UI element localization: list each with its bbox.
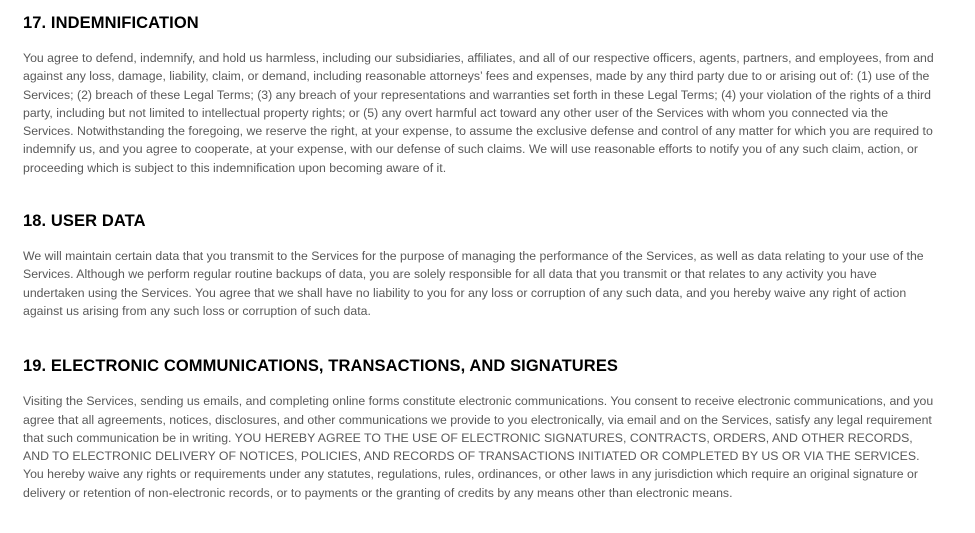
section-electronic-communications [23,356,941,502]
section-heading: 17. INDEMNIFICATION [23,14,199,32]
section-heading: 18. USER DATA [23,212,146,231]
section-body: Visiting the Services, sending us emails, and completing online forms constitute electronic communications. You consent to receive electronic communications, and you agree that all agreements, notices, disclosures, and other communications we provide to you electronically, via email and on the Services, satisfy any legal requirement that such communication be in writing. YOU HEREBY AGREE TO THE USE OF ELECTRONIC SIGNATURES, CONTRACTS, ORDERS, AND OTHER RECORDS, AND TO ELECTRONIC DELIVERY OF NOTICES, POLICIES, AND RECORDS OF TRANSACTIONS INITIATED OR COMPLETED BY US OR VIA THE SERVICES. You hereby waive any rights or requirements under any statutes, regulations, rules, ordinances, or other laws in any jurisdiction which require an original signature or delivery or retention of non-electronic records, or to payments or the granting of credits by any means other than electronic means. [23,394,934,500]
section-body: We will maintain certain data that you transmit to the Services for the purpose of managing the performance of the Services, as well as data relating to your use of the Services. Although we perform regular routine backups of data, you are solely responsible for all data that you transmit or that relates to any activity you have undertaken using the Services. You agree that we shall have no liability to you for any loss or corruption of any such data, and you hereby waive any right of action against us arising from any such loss or corruption of such data. [23,249,924,318]
section-heading: 19. ELECTRONIC COMMUNICATIONS, TRANSACTIONS, AND SIGNATURES [23,357,619,376]
legal-terms-document [23,13,941,502]
section-indemnification [23,13,941,177]
section-body: You agree to defend, indemnify, and hold us harmless, including our subsidiaries, affiliates, and all of our respective officers, agents, partners, and employees, from and against any loss, damage, liability, claim, or demand, including reasonable attorneys’ fees and expenses, made by any third party due to or arising out of: (1) use of the Services; (2) breach of these Legal Terms; (3) any breach of your representations and warranties set forth in these Legal Terms; (4) your violation of the rights of a third party, including but not limited to intellectual property rights; or (5) any overt harmful act toward any other user of the Services with whom you connected via the Services. Notwithstanding the foregoing, we reserve the right, at your expense, to assume the exclusive defense and control of any matter for which you are required to indemnify us, and you agree to cooperate, at your expense, with our defense of such claims. We will use reasonable efforts to notify you of any such claim, action, or proceeding which is subject to this indemnification upon becoming aware of it. [23,51,934,175]
section-user-data [23,211,941,320]
